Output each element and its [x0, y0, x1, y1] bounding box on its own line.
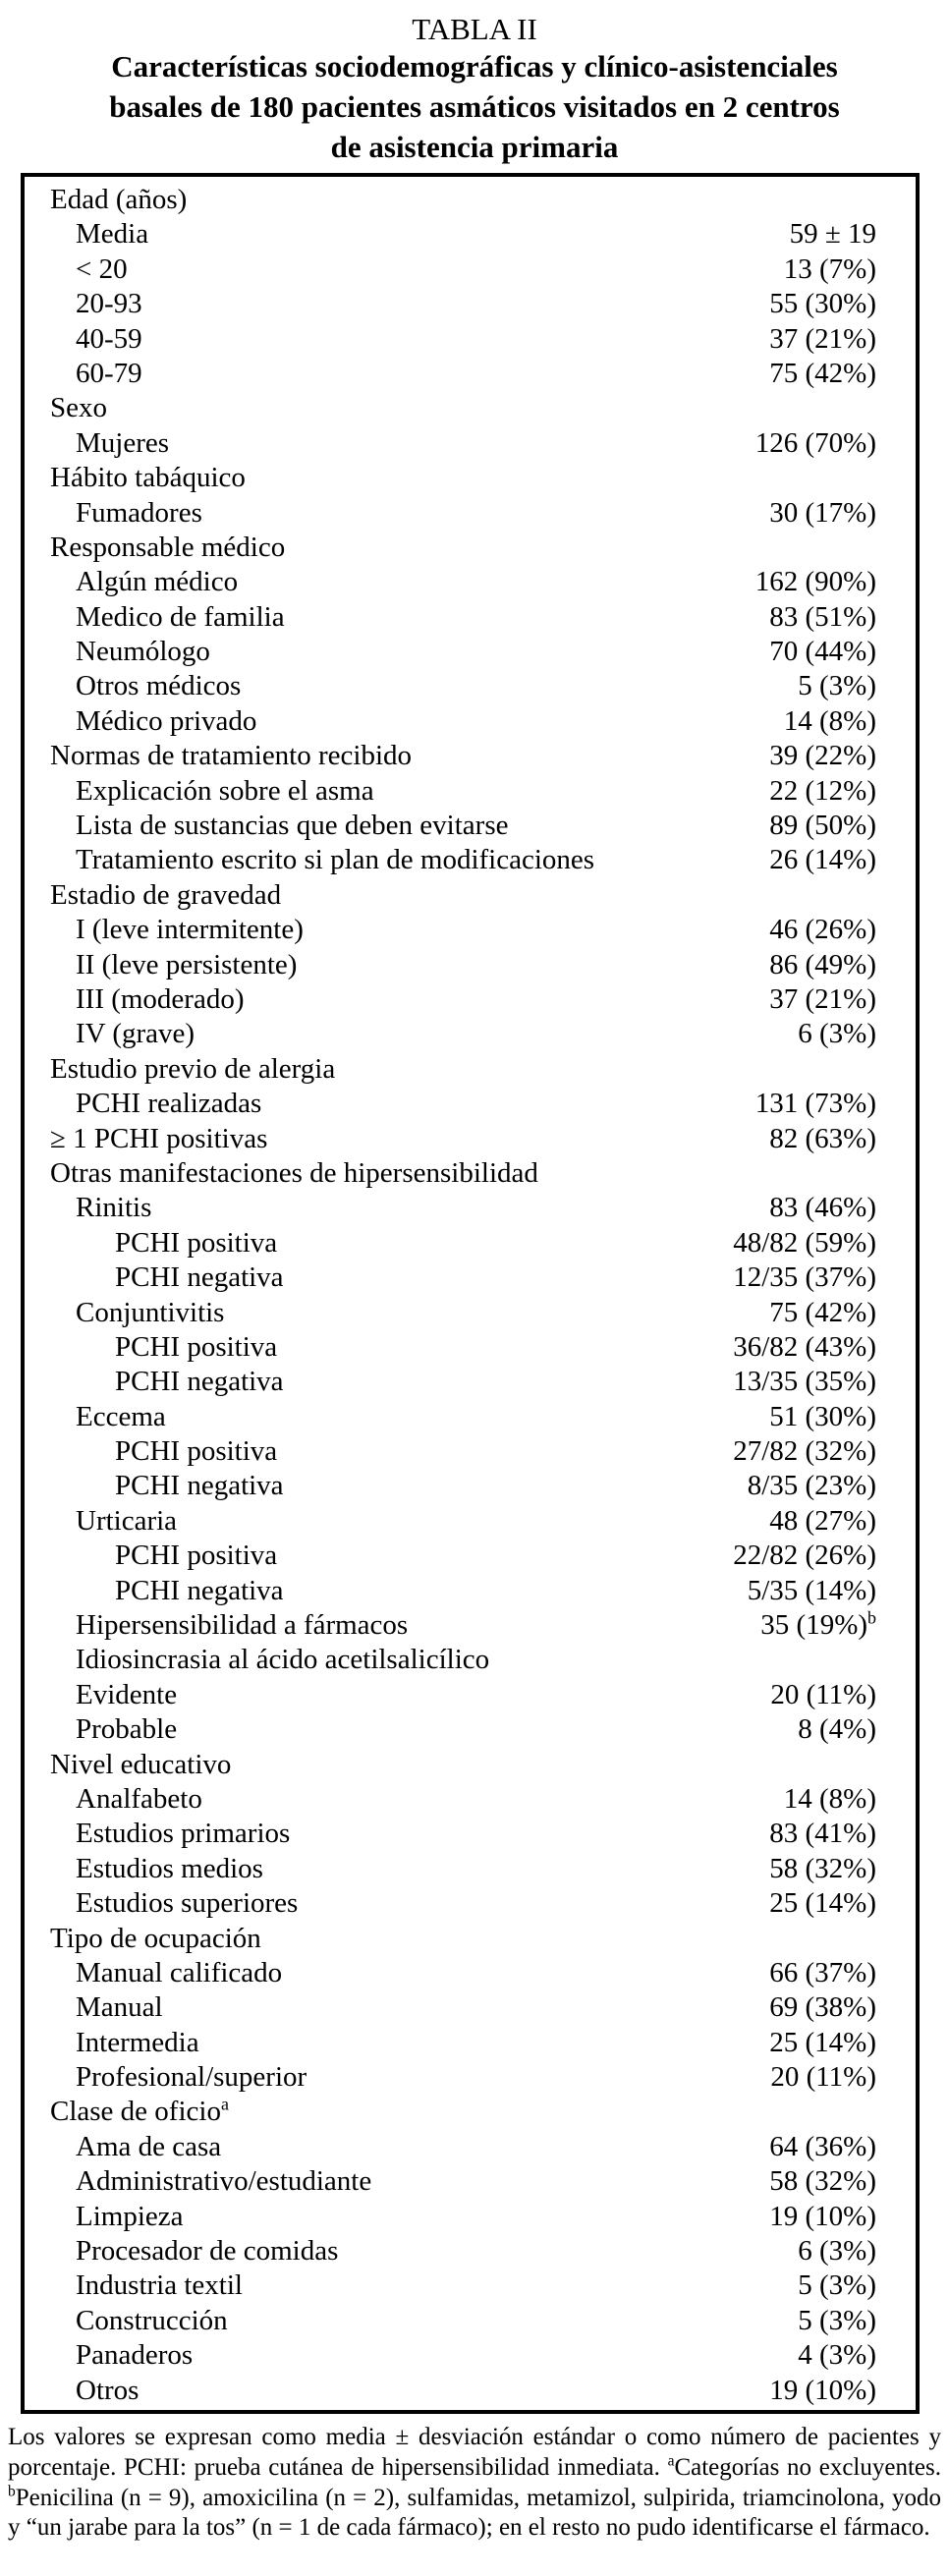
row-value: 58 (32%)	[769, 1852, 876, 1884]
row-value: 20 (11%)	[770, 1678, 876, 1710]
row-value: 36/82 (43%)	[733, 1330, 876, 1363]
table-row	[25, 1469, 916, 1503]
row-label: Evidente	[76, 1678, 178, 1710]
table-row	[25, 669, 916, 703]
table-title-line-2: basales de 180 pacientes asmáticos visitados en 2 centros	[109, 89, 840, 124]
table-row	[25, 878, 916, 913]
row-label: PCHI negativa	[115, 1366, 284, 1398]
row-value: 5 (3%)	[798, 670, 876, 702]
row-value: 59 ± 19	[789, 218, 876, 251]
table-row	[25, 2026, 916, 2060]
row-label: Normas de tratamiento recibido	[50, 740, 413, 772]
table-row	[25, 2234, 916, 2268]
table-row	[25, 391, 916, 425]
footnote-superscript-a: a	[667, 2452, 675, 2470]
row-label: 20-93	[76, 288, 142, 320]
row-label: PCHI positiva	[115, 1540, 278, 1572]
row-label: Neumólogo	[76, 636, 210, 668]
row-label: Conjuntivitis	[76, 1296, 225, 1328]
table-row	[25, 1156, 916, 1191]
row-label: Otros médicos	[76, 670, 242, 702]
row-label: Manual calificado	[76, 1956, 283, 1988]
row-value: 8 (4%)	[798, 1713, 876, 1746]
table-row	[25, 531, 916, 565]
row-label: PCHI negativa	[115, 1574, 284, 1606]
table-row	[25, 1956, 916, 1990]
row-label: Panaderos	[76, 2339, 194, 2372]
table-row	[25, 183, 916, 217]
table-row	[25, 809, 916, 843]
row-label: Construcción	[76, 2304, 228, 2336]
row-value: 5 (3%)	[798, 2304, 876, 2336]
table-row	[25, 1817, 916, 1851]
data-table	[21, 173, 920, 2414]
row-label: Médico privado	[76, 704, 257, 737]
table-row	[25, 635, 916, 669]
row-value: 69 (38%)	[769, 1991, 876, 2024]
row-label: Industria textil	[76, 2269, 243, 2302]
table-row	[25, 2164, 916, 2199]
table-row	[25, 1052, 916, 1087]
row-label: Estudios primarios	[76, 1818, 291, 1850]
row-value: 83 (46%)	[769, 1192, 876, 1224]
row-value: 83 (41%)	[769, 1818, 876, 1850]
row-label: Tratamiento escrito si plan de modificaciones	[76, 844, 595, 876]
row-value: 22 (12%)	[769, 774, 876, 807]
row-value-superscript: b	[867, 1607, 876, 1628]
table-row	[25, 1712, 916, 1747]
row-label: Administrativo/estudiante	[76, 2165, 372, 2198]
row-label: Tipo de ocupación	[50, 1922, 261, 1954]
table-row	[25, 252, 916, 287]
table-row	[25, 1504, 916, 1539]
row-value: 126 (70%)	[754, 426, 876, 459]
row-value: 19 (10%)	[769, 2374, 876, 2406]
table-row	[25, 461, 916, 495]
row-value: 25 (14%)	[769, 1887, 876, 1920]
table-rows	[25, 177, 916, 2408]
row-label: Lista de sustancias que deben evitarse	[76, 810, 509, 842]
row-label: Otros	[76, 2374, 140, 2406]
table-row	[25, 704, 916, 739]
row-value: 13/35 (35%)	[733, 1366, 876, 1398]
table-row	[25, 1017, 916, 1051]
table-row	[25, 2304, 916, 2338]
table-row	[25, 1852, 916, 1886]
row-value: 55 (30%)	[769, 288, 876, 320]
footnote-note-b: Penicilina (n = 9), amoxicilina (n = 2), sulfamidas, metamizol, sulpirida, triamcinolona, yodo y “un jarabe para la tos” (n = 1 de cada fármaco); en el resto no pudo identificarse el fármaco.	[8, 2484, 941, 2542]
row-value: 14 (8%)	[783, 704, 876, 737]
row-value: 4 (3%)	[798, 2339, 876, 2372]
row-value: 46 (26%)	[769, 914, 876, 946]
row-value: 19 (10%)	[769, 2200, 876, 2232]
row-label: PCHI positiva	[115, 1226, 278, 1259]
table-row	[25, 2268, 916, 2303]
row-value: 75 (42%)	[769, 357, 876, 389]
row-value: 5/35 (14%)	[747, 1574, 876, 1606]
row-value: 64 (36%)	[769, 2130, 876, 2162]
row-value: 25 (14%)	[769, 2026, 876, 2058]
table-row	[25, 843, 916, 877]
row-label: Intermedia	[76, 2026, 199, 2058]
table-row	[25, 357, 916, 391]
row-label: Fumadores	[76, 496, 202, 529]
table-row	[25, 913, 916, 947]
row-label: Hábito tabáquico	[50, 462, 246, 494]
row-label: Urticaria	[76, 1504, 178, 1537]
row-label: Estudios superiores	[76, 1887, 299, 1920]
row-value: 6 (3%)	[798, 1018, 876, 1050]
table-row	[25, 1087, 916, 1121]
table-row	[25, 774, 916, 809]
row-label: Algún médico	[76, 566, 239, 598]
row-label: Manual	[76, 1991, 163, 2024]
row-value: 75 (42%)	[769, 1296, 876, 1328]
row-value: 83 (51%)	[769, 600, 876, 633]
row-value: 12/35 (37%)	[733, 1261, 876, 1294]
row-label: Analfabeto	[76, 1782, 202, 1815]
row-value: 22/82 (26%)	[733, 1540, 876, 1572]
table-row	[25, 1782, 916, 1817]
row-label: Ama de casa	[76, 2130, 222, 2162]
table-row	[25, 982, 916, 1017]
table-footnote	[8, 2423, 941, 2544]
table-row	[25, 322, 916, 357]
row-label: Limpieza	[76, 2200, 184, 2232]
table-row	[25, 1608, 916, 1643]
row-label: Estudios medios	[76, 1852, 263, 1884]
row-label: Probable	[76, 1713, 178, 1746]
table-row	[25, 1296, 916, 1330]
table-number: TABLA II	[412, 12, 537, 46]
row-label: Estudio previo de alergia	[50, 1052, 336, 1085]
row-value: 8/35 (23%)	[747, 1470, 876, 1502]
row-value: 58 (32%)	[769, 2165, 876, 2198]
row-value: 66 (37%)	[769, 1956, 876, 1988]
table-row	[25, 1400, 916, 1434]
row-label: Nivel educativo	[50, 1748, 232, 1780]
table-row	[25, 2130, 916, 2164]
row-label: Hipersensibilidad a fármacos	[76, 1609, 409, 1642]
row-value: 82 (63%)	[769, 1122, 876, 1154]
table-title-line-3: de asistencia primaria	[330, 130, 619, 164]
row-label: Rinitis	[76, 1192, 152, 1224]
footnote-note-a: Categorías no excluyentes.	[674, 2453, 941, 2481]
table-row	[25, 1748, 916, 1782]
row-label: Clase de oficio$^a$	[50, 2094, 229, 2128]
table-row	[25, 426, 916, 461]
row-label: Profesional/superior	[76, 2061, 307, 2094]
table-row	[25, 1643, 916, 1677]
table-row	[25, 1191, 916, 1225]
row-label: PCHI realizadas	[76, 1088, 262, 1120]
row-value: 13 (7%)	[783, 252, 876, 285]
footnote-general: Los valores se expresan como media ± desviación estándar o como número de pacientes y porcentaje. PCHI: prueba cutánea de hipersensibilidad inmediata.	[8, 2424, 941, 2481]
row-label: ≥ 1 PCHI positivas	[50, 1122, 268, 1154]
row-label: 40-59	[76, 322, 142, 355]
table-title-line-1: Características sociodemográficas y clínico-asistenciales	[111, 49, 838, 84]
row-label: II (leve persistente)	[76, 948, 298, 980]
table-row	[25, 1434, 916, 1469]
row-label: Medico de familia	[76, 600, 285, 633]
table-row	[25, 217, 916, 252]
table-title	[0, 46, 949, 167]
row-label: Responsable médico	[50, 531, 286, 563]
table-row	[25, 1678, 916, 1712]
footnote-superscript-b: b	[8, 2483, 16, 2500]
row-value: 51 (30%)	[769, 1400, 876, 1432]
row-label: Idiosincrasia al ácido acetilsalicílico	[76, 1644, 490, 1676]
row-value: 39 (22%)	[769, 740, 876, 772]
row-value: 89 (50%)	[769, 810, 876, 842]
table-row	[25, 739, 916, 773]
table-row	[25, 1260, 916, 1295]
row-label: Sexo	[50, 392, 107, 424]
table-row	[25, 287, 916, 321]
row-value: 6 (3%)	[798, 2235, 876, 2268]
table-row	[25, 1539, 916, 1573]
row-label: PCHI positiva	[115, 1330, 278, 1363]
table-row	[25, 1990, 916, 2025]
row-label: Edad (años)	[50, 184, 188, 215]
row-label: Eccema	[76, 1400, 166, 1432]
table-row	[25, 948, 916, 982]
table-row	[25, 1226, 916, 1260]
row-label-superscript: a	[220, 2094, 229, 2114]
row-label: Otras manifestaciones de hipersensibilidad	[50, 1156, 538, 1189]
row-value: 162 (90%)	[754, 566, 876, 598]
table-row	[25, 600, 916, 635]
table-row	[25, 2374, 916, 2408]
row-label: Procesador de comidas	[76, 2235, 339, 2268]
table-row	[25, 565, 916, 599]
row-value: 48/82 (59%)	[733, 1226, 876, 1259]
row-value: 20 (11%)	[770, 2061, 876, 2094]
table-row	[25, 1574, 916, 1608]
table-row	[25, 1122, 916, 1156]
table-row	[25, 1886, 916, 1921]
table-row	[25, 2338, 916, 2373]
row-value: 131 (73%)	[754, 1088, 876, 1120]
row-value: 70 (44%)	[769, 636, 876, 668]
row-value: 5 (3%)	[798, 2269, 876, 2302]
row-value: 27/82 (32%)	[733, 1435, 876, 1468]
row-label: PCHI negativa	[115, 1470, 284, 1502]
row-label: < 20	[76, 252, 128, 285]
row-value: 37 (21%)	[769, 982, 876, 1015]
row-label: Media	[76, 218, 149, 251]
table-row	[25, 1922, 916, 1956]
row-label: PCHI negativa	[115, 1261, 284, 1294]
row-value: 35 $(19\%)^b$	[760, 1607, 876, 1642]
row-label: Mujeres	[76, 426, 170, 459]
table-row	[25, 496, 916, 531]
row-value: 37 (21%)	[769, 322, 876, 355]
table-row	[25, 2060, 916, 2095]
row-value: 48 (27%)	[769, 1504, 876, 1537]
row-label: PCHI positiva	[115, 1435, 278, 1468]
table-row	[25, 2200, 916, 2234]
row-label: I (leve intermitente)	[76, 914, 304, 946]
table-row	[25, 2095, 916, 2129]
row-value: 26 (14%)	[769, 844, 876, 876]
table-row	[25, 1365, 916, 1399]
row-label: 60-79	[76, 357, 142, 389]
row-value: 14 (8%)	[783, 1782, 876, 1815]
row-value: 30 (17%)	[769, 496, 876, 529]
row-label: Estadio de gravedad	[50, 878, 282, 911]
row-label: III (moderado)	[76, 982, 245, 1015]
row-value: 86 (49%)	[769, 948, 876, 980]
row-label: Explicación sobre el asma	[76, 774, 374, 807]
row-label: IV (grave)	[76, 1018, 195, 1050]
table-row	[25, 1330, 916, 1365]
